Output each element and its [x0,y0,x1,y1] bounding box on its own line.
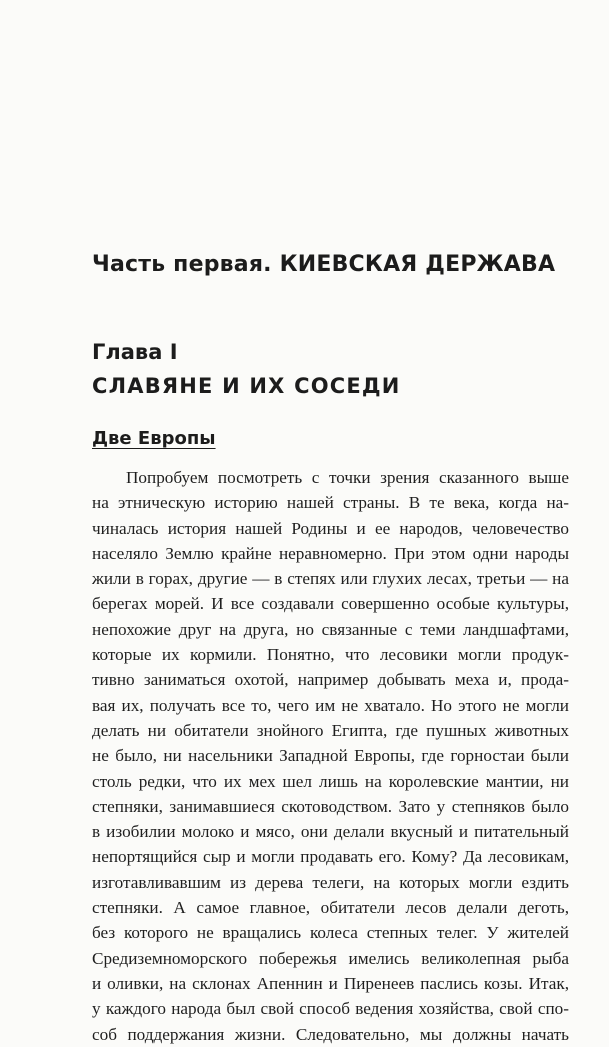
body-line: непохожие друг на друга, но связанные с теми ландшафтами, [92,619,569,639]
body-line: Средиземноморского побережья имелись великолепная рыба [92,948,569,968]
body-line: чиналась история нашей Родины и ее народов, человечество [92,518,569,538]
part-title: Часть первая. КИЕВСКАЯ ДЕРЖАВА [92,252,556,277]
body-text [92,465,569,1047]
body-line: на этническую историю нашей страны. В те века, когда на- [92,493,569,513]
body-line: у каждого народа был свой способ ведения хозяйства, свой спо- [92,999,569,1019]
body-line: берегах морей. И все создавали совершенно особые культуры, [92,594,569,614]
body-line: без которого не вращались колеса степных телег. У жителей [92,923,569,943]
body-line: и оливки, на склонах Апеннин и Пиренеев паслись козы. Итак, [92,973,569,993]
body-line: соб поддержания жизни. Следовательно, мы должны начать [92,1024,569,1044]
body-line: непортящийся сыр и могли продавать его. Кому? Да лесовикам, [92,847,569,867]
body-line: столь редки, что их мех шел лишь на королевские мантии, ни [92,771,569,791]
body-line: делать ни обитатели знойного Египта, где пушных животных [92,720,569,740]
body-line: вая их, получать все то, чего им не хватало. Но этого не могли [92,695,569,715]
body-line: жили в горах, другие — в степях или глухих лесах, третьи — на [92,569,569,589]
body-line: которые их кормили. Понятно, что лесовики могли продук- [92,645,569,665]
chapter-title: СЛАВЯНЕ И ИХ СОСЕДИ [92,374,401,398]
body-line: населяло Землю крайне неравномерно. При этом одни народы [92,543,569,563]
body-line: тивно заниматься охотой, например добывать меха и, прода- [92,670,569,690]
body-line: степняки, занимавшиеся скотоводством. Зато у степняков было [92,796,569,816]
body-line: не было, ни насельники Западной Европы, где горностаи были [92,746,569,766]
body-line: изготавливавшим из дерева телеги, на которых могли ездить [92,872,569,892]
body-line: в изобилии молоко и мясо, они делали вкусный и питательный [92,822,569,842]
section-title: Две Европы [92,428,216,449]
chapter-number: Глава I [92,340,178,364]
body-line: Попробуем посмотреть с точки зрения сказанного выше [126,468,569,487]
body-line: степняки. А самое главное, обитатели лесов делали деготь, [92,898,569,918]
